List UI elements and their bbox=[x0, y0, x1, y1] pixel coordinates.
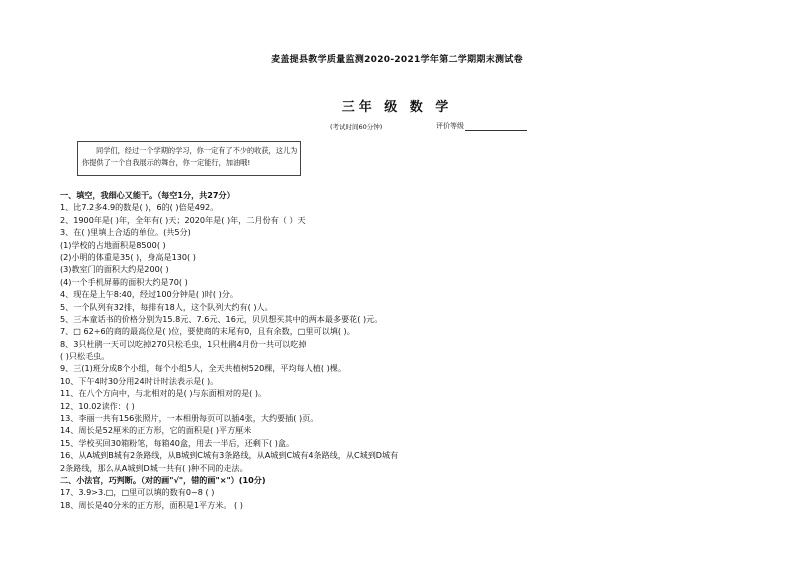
question-line: 11、在八个方向中，与北相对的是( )与东面相对的是( )。 bbox=[60, 388, 267, 399]
question-line: 17、3.9>3.□，□里可以填的数有0~8 ( ) bbox=[60, 487, 215, 498]
section-heading-judge: 二、小法官，巧判断。（对的画"√"，错的画"×"）(10分) bbox=[60, 474, 266, 485]
question-line: 1、比7.2多4.9的数是( )，6的( )倍是492。 bbox=[60, 202, 219, 213]
question-list bbox=[60, 189, 398, 511]
section-heading-fill-in: 一、填空，我细心又能干。（每空1分，共27分） bbox=[60, 190, 235, 200]
question-line: (3)教室门的面积大约是200( ) bbox=[60, 264, 169, 275]
greeting-box bbox=[77, 141, 301, 176]
question-line: 3、在( )里填上合适的单位。(共5分) bbox=[60, 227, 191, 238]
question-line: (4)一个手机屏幕的面积大约是70( ) bbox=[60, 276, 188, 287]
greeting-line-1: 同学们，经过一个学期的学习，你一定有了不少的收获，这儿为 bbox=[96, 146, 298, 155]
exam-header: 麦盖提县教学质量监测2020-2021学年第二学期期末测试卷 bbox=[271, 55, 523, 65]
question-line: 2、1900年是( )年，全年有( )天；2020年是( )年，二月份有（ ）天 bbox=[60, 214, 306, 225]
question-line: 18、周长是40分米的正方形，面积是1平方米。 ( ) bbox=[60, 499, 243, 510]
question-line: 5、三本童话书的价格分别为15.8元、7.6元、16元，贝贝想买其中的两本最多要花( )元。 bbox=[60, 313, 383, 324]
question-line: 15、学校买回30箱粉笔，每箱40盒，用去一半后，还剩下( )盒。 bbox=[60, 437, 295, 448]
grade-blank-line bbox=[465, 130, 527, 131]
question-line: 16、从A城到B城有2条路线，从B城到C城有3条路线，从A城到C城有4条路线，从C城到D城有 bbox=[60, 450, 399, 461]
greeting-line-2: 你提供了一个自我展示的舞台，你一定能行，加油哦! bbox=[82, 158, 251, 167]
question-line: 8、3只杜鹃一天可以吃掉270只松毛虫，1只杜鹃4月份一共可以吃掉 bbox=[60, 338, 307, 349]
grade-label: 评价等级 bbox=[436, 122, 464, 130]
question-line: 14、周长是52厘米的正方形，它的面积是( )平方厘米 bbox=[60, 425, 252, 436]
question-line: (1)学校的占地面积是8500( ) bbox=[60, 239, 166, 250]
question-line: (2)小明的体重是35( )，身高是130( ) bbox=[60, 251, 196, 262]
question-line: 2条路线，那么从A城到D城一共有( )种不同的走法。 bbox=[60, 462, 248, 473]
page-title: 三年 级 数 学 bbox=[341, 100, 453, 115]
question-line: 10、下午4时30分用24时计时法表示是( )。 bbox=[60, 375, 219, 386]
question-line: 4、现在是上午8:40，经过100分钟是( )时( )分。 bbox=[60, 289, 238, 300]
question-line: 12、10.02读作：( ) bbox=[60, 400, 135, 411]
question-line: ( )只松毛虫。 bbox=[60, 351, 110, 362]
grade-field bbox=[436, 121, 527, 131]
question-line: 13、李丽一共有156张照片，一本相册每页可以插4张，大约要插( )页。 bbox=[60, 413, 319, 424]
question-line: 7、□ 62÷6的商的最高位是( )位，要使商的末尾有0，且有余数，□里可以填( )。 bbox=[60, 326, 355, 337]
exam-time: (考试时间60分钟) bbox=[330, 123, 383, 131]
question-line: 5、一个队列有32排，每排有18人，这个队列大约有( )人。 bbox=[60, 301, 273, 312]
question-line: 9、三(1)班分成8个小组，每个小组5人，全天共植树520棵，平均每人植( )棵。 bbox=[60, 363, 346, 374]
